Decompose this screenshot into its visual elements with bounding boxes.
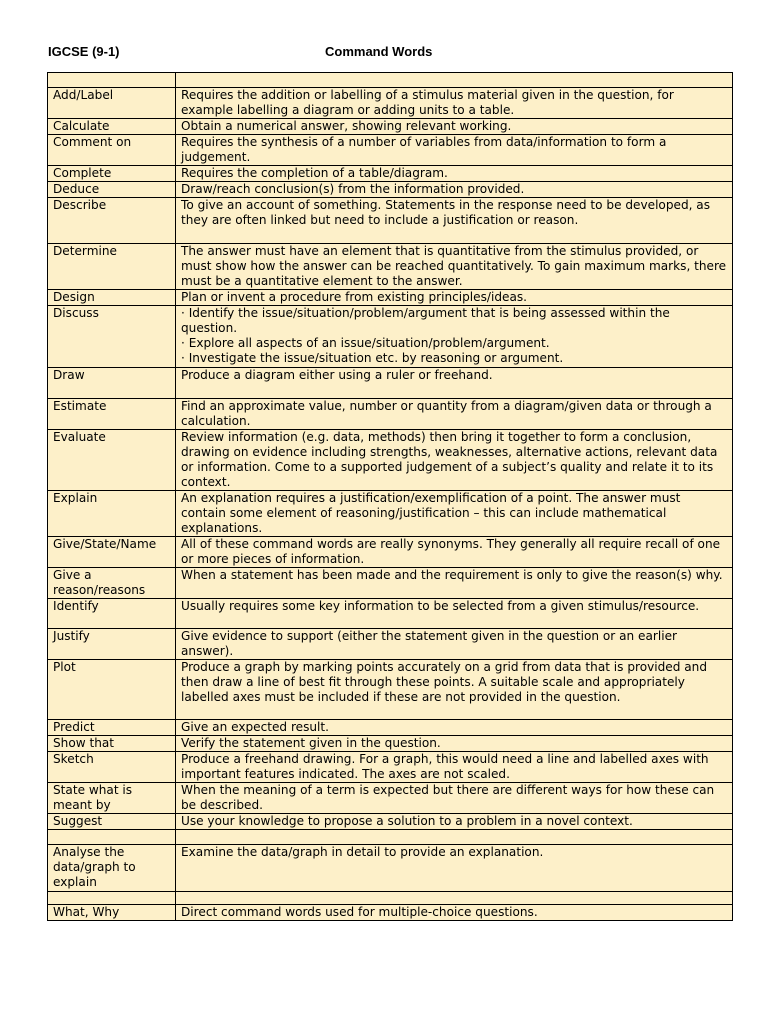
table-row: [48, 599, 733, 629]
definition-cell: Plan or invent a procedure from existing principles/ideas.: [176, 290, 733, 306]
command-word-cell: Plot: [48, 660, 176, 720]
definition-cell: When the meaning of a term is expected but there are different ways for how these can be described.: [176, 783, 733, 814]
command-word-cell: Give/State/Name: [48, 537, 176, 568]
command-word-cell: Suggest: [48, 814, 176, 830]
table-row: [48, 399, 733, 430]
command-word-cell: Justify: [48, 629, 176, 660]
definition-cell: When a statement has been made and the requirement is only to give the reason(s) why.: [176, 568, 733, 599]
definition-cell: [176, 830, 733, 845]
definition-cell: [176, 73, 733, 88]
command-word-cell: Show that: [48, 736, 176, 752]
table-row: [48, 198, 733, 244]
table-row: [48, 135, 733, 166]
table-row: [48, 73, 733, 88]
definition-cell: To give an account of something. Statements in the response need to be developed, as they are often linked but need to include a justification or reason.: [176, 198, 733, 244]
command-word-cell: Determine: [48, 244, 176, 290]
command-word-cell: Comment on: [48, 135, 176, 166]
table-row: [48, 783, 733, 814]
command-word-cell: Sketch: [48, 752, 176, 783]
command-words-table: [47, 72, 733, 921]
command-word-cell: Predict: [48, 720, 176, 736]
definition-bullet: · Explore all aspects of an issue/situation/problem/argument.: [181, 336, 550, 350]
header-qualification: IGCSE (9-1): [48, 44, 120, 59]
table-row: [48, 905, 733, 921]
command-word-cell: Identify: [48, 599, 176, 629]
definition-cell: Find an approximate value, number or quantity from a diagram/given data or through a calculation.: [176, 399, 733, 430]
table-row: [48, 892, 733, 905]
definition-cell: Requires the addition or labelling of a stimulus material given in the question, for example labelling a diagram or adding units to a table.: [176, 88, 733, 119]
definition-cell: Obtain a numerical answer, showing relevant working.: [176, 119, 733, 135]
command-word-cell: Calculate: [48, 119, 176, 135]
table-row: [48, 752, 733, 783]
definition-cell: Produce a freehand drawing. For a graph, this would need a line and labelled axes with important features indicated. The axes are not scaled.: [176, 752, 733, 783]
table-row: [48, 166, 733, 182]
command-word-cell: Estimate: [48, 399, 176, 430]
definition-cell: All of these command words are really synonyms. They generally all require recall of one or more pieces of information.: [176, 537, 733, 568]
table-row: [48, 720, 733, 736]
definition-cell: Direct command words used for multiple-choice questions.: [176, 905, 733, 921]
command-word-cell: Draw: [48, 368, 176, 399]
command-word-cell: Describe: [48, 198, 176, 244]
command-word-cell: Explain: [48, 491, 176, 537]
definition-bullet: · Investigate the issue/situation etc. by reasoning or argument.: [181, 351, 564, 365]
command-word-cell: Complete: [48, 166, 176, 182]
command-word-cell: [48, 73, 176, 88]
table-row: [48, 814, 733, 830]
definition-cell: Use your knowledge to propose a solution to a problem in a novel context.: [176, 814, 733, 830]
command-word-cell: Add/Label: [48, 88, 176, 119]
table-row: [48, 568, 733, 599]
command-words-body: [48, 73, 733, 921]
table-row: [48, 88, 733, 119]
command-word-cell: Deduce: [48, 182, 176, 198]
definition-cell: Requires the completion of a table/diagram.: [176, 166, 733, 182]
definition-cell: Verify the statement given in the question.: [176, 736, 733, 752]
definition-cell: Produce a diagram either using a ruler or freehand.: [176, 368, 733, 399]
table-row: [48, 629, 733, 660]
definition-cell: Examine the data/graph in detail to provide an explanation.: [176, 845, 733, 892]
command-word-cell: State what is meant by: [48, 783, 176, 814]
table-row: [48, 119, 733, 135]
definition-cell: [176, 892, 733, 905]
definition-bullet: · Identify the issue/situation/problem/argument that is being assessed within the question.: [181, 306, 670, 335]
page-title: Command Words: [325, 44, 433, 59]
table-row: [48, 660, 733, 720]
table-row: [48, 368, 733, 399]
definition-cell: Requires the synthesis of a number of variables from data/information to form a judgement.: [176, 135, 733, 166]
definition-cell: Produce a graph by marking points accurately on a grid from data that is provided and then draw a line of best fit through these points. A suitable scale and appropriately labelled axes must be included if these are not provided in the question.: [176, 660, 733, 720]
definition-cell: Give an expected result.: [176, 720, 733, 736]
command-word-cell: [48, 830, 176, 845]
definition-cell: Usually requires some key information to be selected from a given stimulus/resource.: [176, 599, 733, 629]
command-word-cell: Give a reason/reasons: [48, 568, 176, 599]
table-row: [48, 182, 733, 198]
table-row: [48, 491, 733, 537]
definition-cell: Give evidence to support (either the statement given in the question or an earlier answer).: [176, 629, 733, 660]
definition-cell: [176, 306, 733, 368]
command-word-cell: What, Why: [48, 905, 176, 921]
command-word-cell: Analyse the data/graph to explain: [48, 845, 176, 892]
definition-cell: Review information (e.g. data, methods) then bring it together to form a conclusion, drawing on evidence including strengths, weaknesses, alternative actions, relevant data or information. Come to a supported judgement of a subject’s quality and relate it to its context.: [176, 430, 733, 491]
command-word-cell: Design: [48, 290, 176, 306]
table-row: [48, 430, 733, 491]
table-row: [48, 290, 733, 306]
table-row: [48, 306, 733, 368]
table-row: [48, 244, 733, 290]
command-word-cell: Evaluate: [48, 430, 176, 491]
command-word-cell: [48, 892, 176, 905]
definition-cell: The answer must have an element that is quantitative from the stimulus provided, or must show how the answer can be reached quantitatively. To gain maximum marks, there must be a quantitative element to the answer.: [176, 244, 733, 290]
definition-cell: Draw/reach conclusion(s) from the information provided.: [176, 182, 733, 198]
command-word-cell: Discuss: [48, 306, 176, 368]
definition-cell: An explanation requires a justification/exemplification of a point. The answer must contain some element of reasoning/justification – this can include mathematical explanations.: [176, 491, 733, 537]
table-row: [48, 736, 733, 752]
table-row: [48, 537, 733, 568]
table-row: [48, 845, 733, 892]
table-row: [48, 830, 733, 845]
